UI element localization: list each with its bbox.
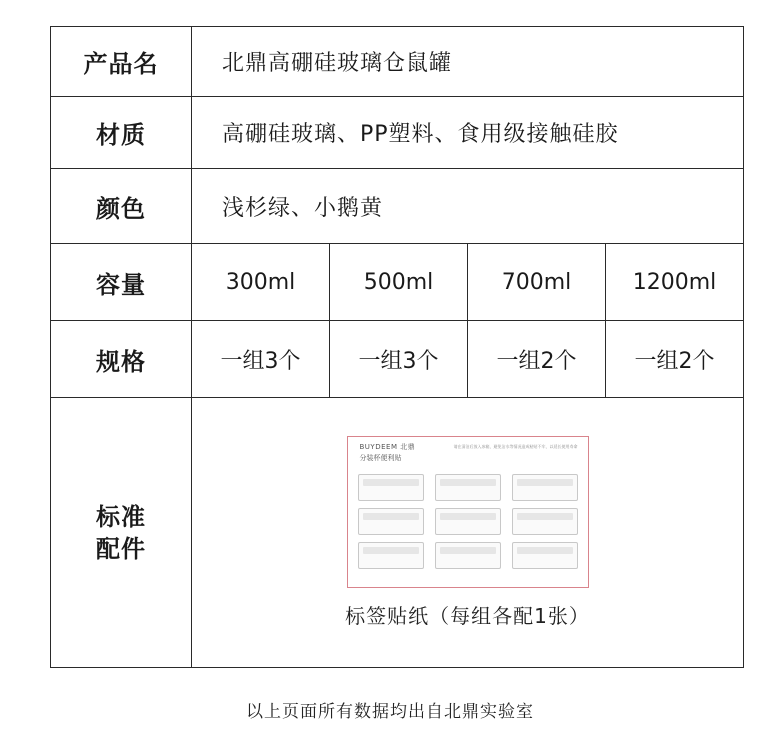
- material-value: 高硼硅玻璃、PP塑料、食用级接触硅胶: [192, 97, 744, 169]
- sticker-label: [435, 474, 501, 501]
- accessories-label: [51, 398, 192, 668]
- spec-value: 一组3个: [330, 321, 468, 398]
- accessories-content: [192, 398, 744, 668]
- sticker-label: [358, 508, 424, 535]
- capacity-value: 1200ml: [606, 244, 744, 321]
- row-material: [51, 97, 744, 169]
- sticker-sheet-image: [347, 436, 589, 588]
- row-accessories: [51, 398, 744, 668]
- sticker-title: 分装杯便利贴: [359, 454, 402, 462]
- spec-value: 一组2个: [468, 321, 606, 398]
- spec-table: [50, 26, 744, 668]
- sticker-brand: BUYDEEM 北鼎: [359, 443, 416, 451]
- sticker-label: [358, 542, 424, 569]
- spec-value: 一组3个: [192, 321, 330, 398]
- spec-value: 一组2个: [606, 321, 744, 398]
- row-color: [51, 169, 744, 244]
- capacity-value: 500ml: [330, 244, 468, 321]
- accessories-label-line2: 配件: [96, 534, 146, 563]
- capacity-value: 700ml: [468, 244, 606, 321]
- color-value: 浅杉绿、小鹅黄: [192, 169, 744, 244]
- product-name-value: 北鼎高硼硅玻璃仓鼠罐: [192, 27, 744, 97]
- sticker-label: [358, 474, 424, 501]
- material-label: 材质: [51, 97, 192, 169]
- sticker-label: [435, 542, 501, 569]
- product-name-label: 产品名: [51, 27, 192, 97]
- capacity-label: 容量: [51, 244, 192, 321]
- spec-label: 规格: [51, 321, 192, 398]
- accessories-label-line1: 标准: [96, 502, 146, 531]
- row-product-name: [51, 27, 744, 97]
- sticker-label: [512, 474, 578, 501]
- sticker-label: [512, 542, 578, 569]
- sticker-label: [512, 508, 578, 535]
- row-capacity: [51, 244, 744, 321]
- sticker-label-grid: [358, 474, 580, 569]
- sticker-label: [435, 508, 501, 535]
- sticker-tip: 请在清洁后放入冰箱，避免沾水等情况造成粘贴不牢，以延长使用寿命: [453, 444, 578, 449]
- capacity-value: 300ml: [192, 244, 330, 321]
- accessories-caption: 标签贴纸（每组各配1张）: [345, 604, 590, 628]
- footnote: 以上页面所有数据均出自北鼎实验室: [246, 702, 534, 722]
- row-spec: [51, 321, 744, 398]
- color-label: 颜色: [51, 169, 192, 244]
